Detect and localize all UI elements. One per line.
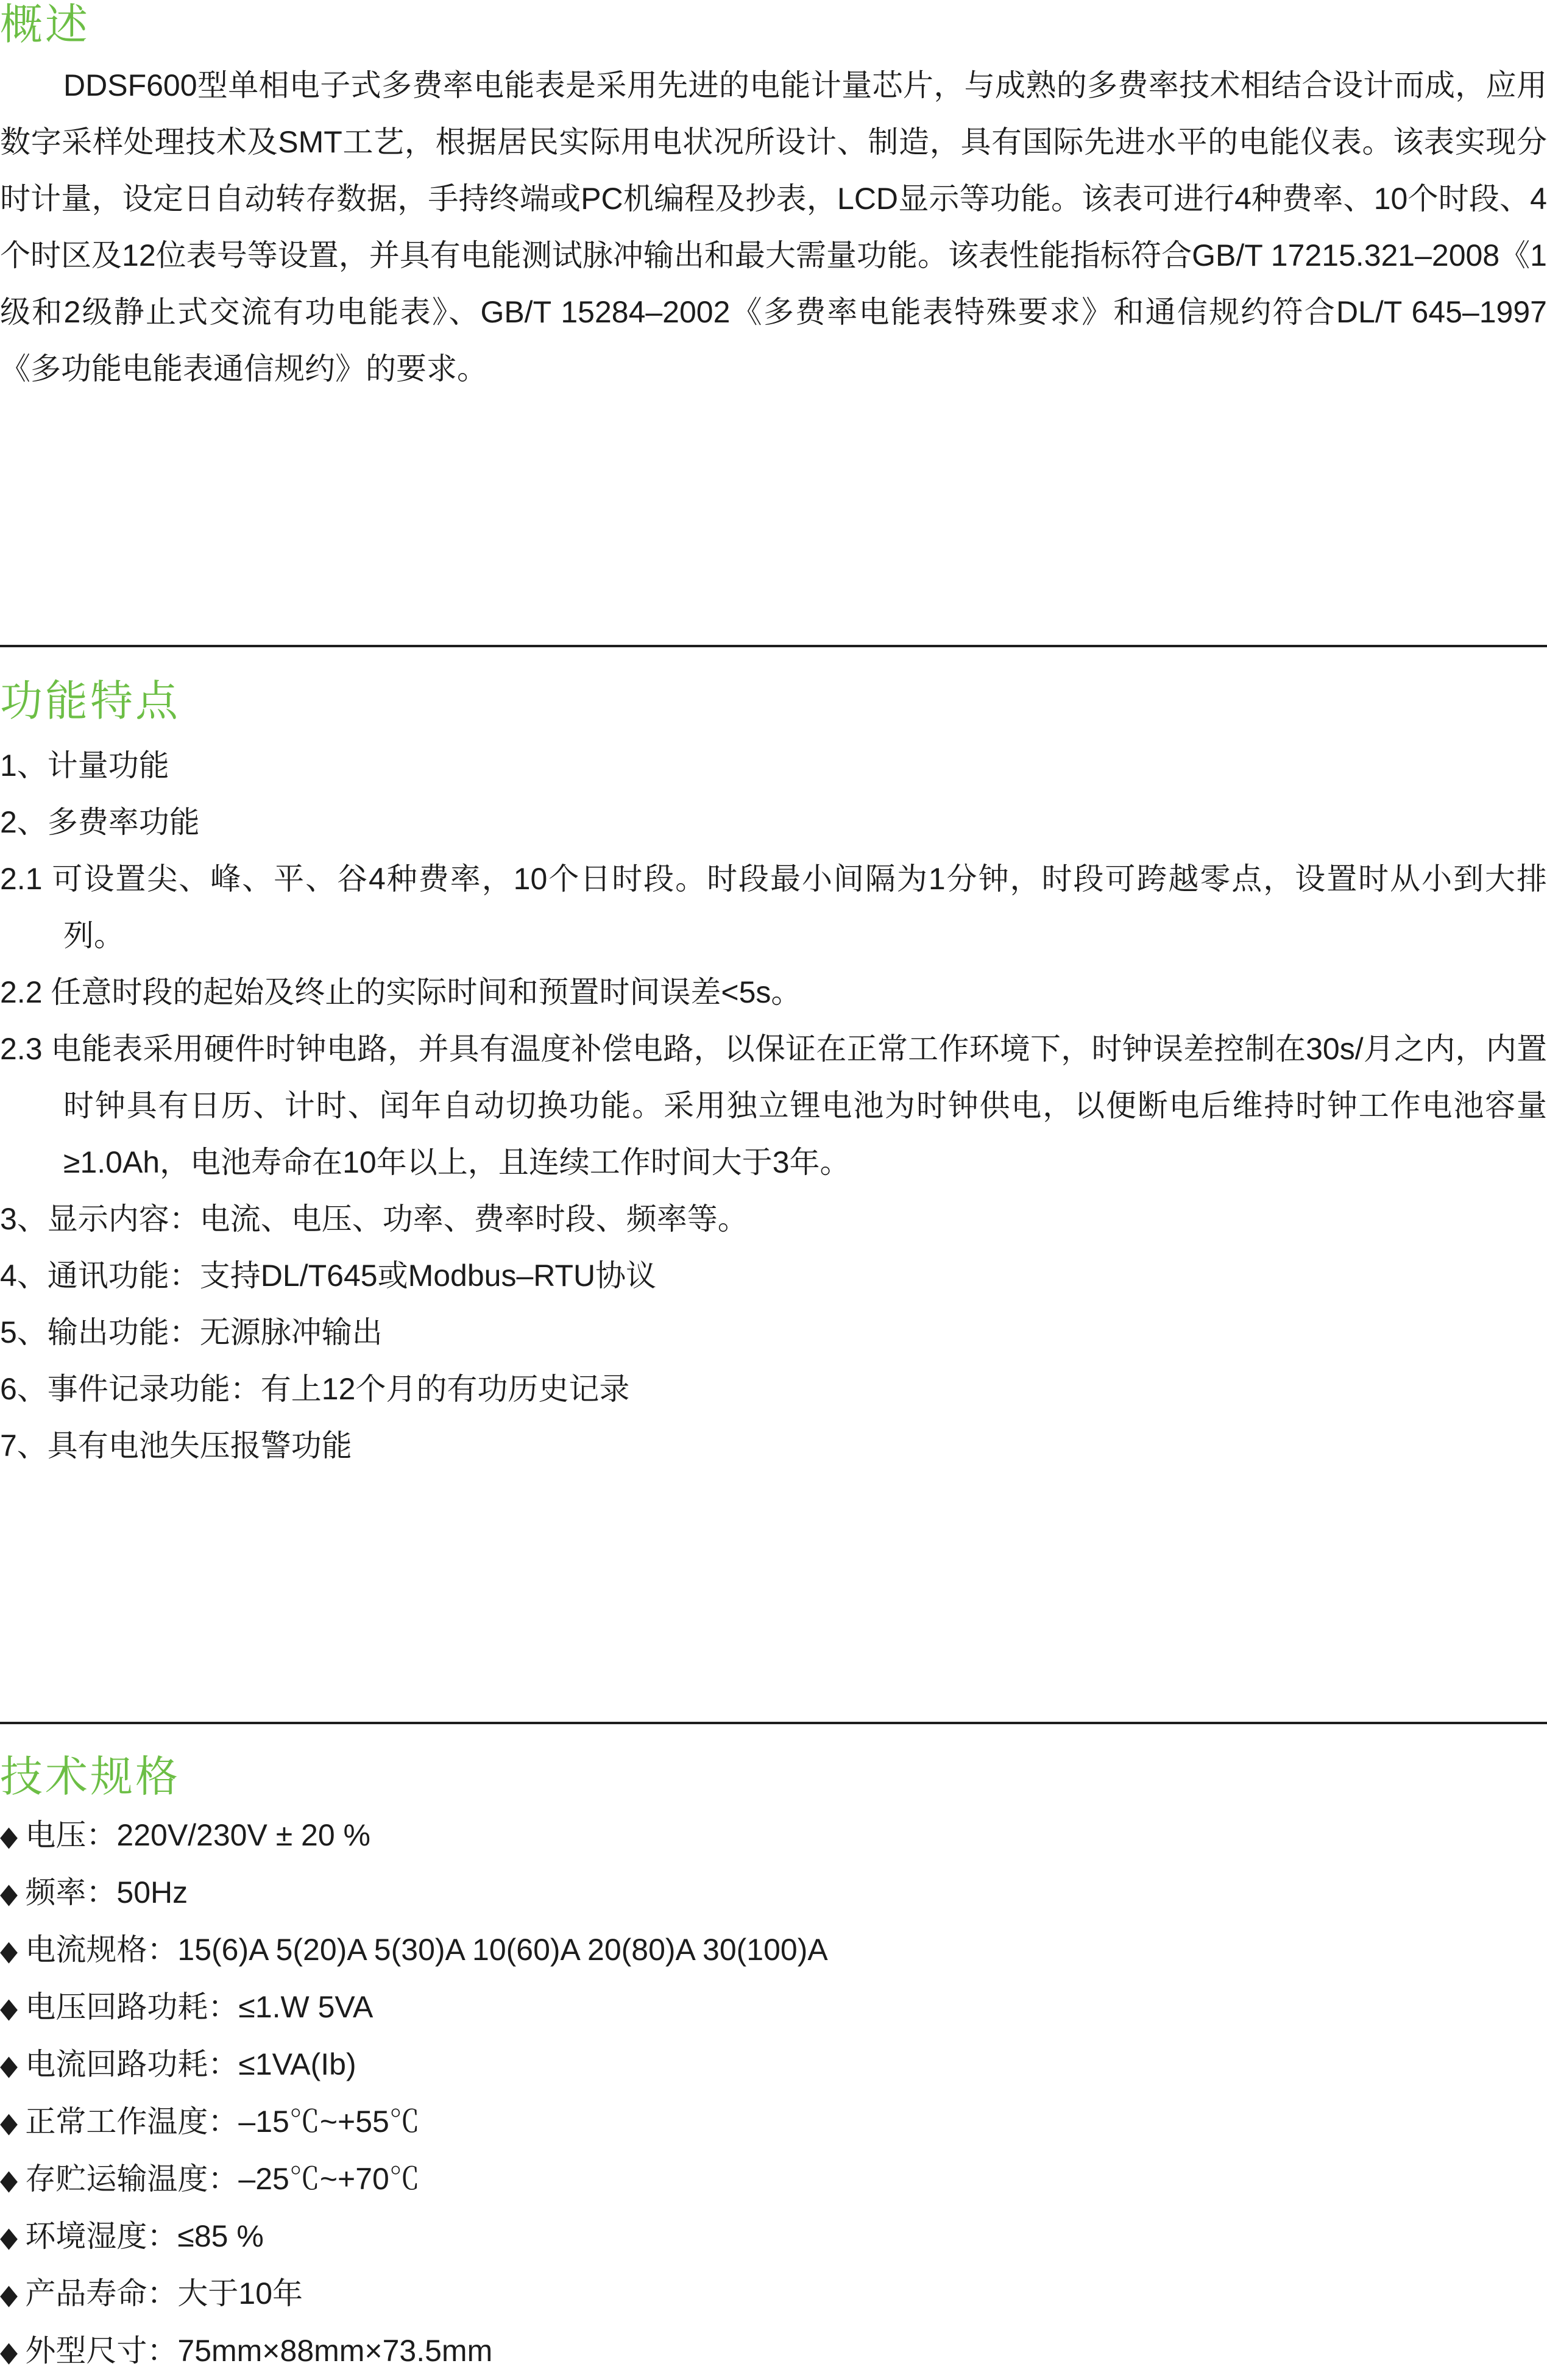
spec-item — [0, 2208, 1547, 2265]
section-features — [0, 677, 1547, 1474]
feature-item: 6、事件记录功能：有上12个月的有功历史记录 — [0, 1372, 630, 1406]
section-overview — [0, 0, 1547, 397]
spec-item — [0, 2151, 1547, 2208]
section-divider — [0, 645, 1547, 647]
diamond-bullet-icon: ◆ — [0, 2336, 18, 2367]
spec-label: 电流规格 — [25, 1933, 147, 1967]
diamond-bullet-icon: ◆ — [0, 1820, 18, 1852]
spec-item — [0, 2094, 1547, 2151]
spec-label: 电压 — [25, 1818, 87, 1852]
spec-colon: ： — [86, 1875, 117, 1909]
feature-item: 7、具有电池失压报警功能 — [0, 1429, 352, 1463]
diamond-bullet-icon: ◆ — [0, 2106, 18, 2138]
spec-colon: ： — [208, 2047, 239, 2081]
spec-colon: ： — [208, 2105, 239, 2139]
spec-item — [0, 2036, 1547, 2094]
spec-value: –25℃~+70℃ — [238, 2162, 420, 2196]
spec-colon: ： — [208, 2162, 239, 2196]
diamond-bullet-icon: ◆ — [0, 2049, 18, 2081]
spec-label: 存贮运输温度 — [25, 2162, 208, 2196]
feature-item: 2.1 可设置尖、峰、平、谷4种费率，10个日时段。时段最小间隔为1分钟，时段可跨越零点，设置时从小到大排列。 — [0, 862, 1547, 953]
spec-value: 大于10年 — [177, 2276, 303, 2311]
feature-item: 4、通讯功能：支持DL/T645或Modbus–RTU协议 — [0, 1259, 657, 1293]
spec-label: 正常工作温度 — [25, 2105, 208, 2139]
spec-item — [0, 2265, 1547, 2323]
spec-label: 电流回路功耗 — [25, 2047, 208, 2081]
spec-value: 75mm×88mm×73.5mm — [177, 2334, 493, 2368]
diamond-bullet-icon: ◆ — [0, 2164, 18, 2195]
spec-label: 频率 — [25, 1875, 87, 1909]
spec-value: ≤85 % — [177, 2219, 264, 2253]
feature-item: 2.3 电能表采用硬件时钟电路，并具有温度补偿电路，以保证在正常工作环境下，时钟误差控制在30s/月之内，内置时钟具有日历、计时、闰年自动切换功能。采用独立锂电池为时钟供电，以便断电后维持时钟工作电池容量≥1.0Ah，电池寿命在10年以上，且连续工作时间大于3年。 — [0, 1032, 1547, 1179]
overview-heading: 概述 — [0, 1, 90, 48]
spec-colon: ： — [147, 2276, 178, 2311]
section-specs — [0, 1752, 1547, 2380]
spec-value: 50Hz — [116, 1875, 188, 1909]
spec-value: 220V/230V ± 20 % — [116, 1818, 371, 1852]
feature-item: 3、显示内容：电流、电压、功率、费率时段、频率等。 — [0, 1202, 748, 1236]
spec-colon: ： — [208, 1990, 239, 2024]
spec-label: 产品寿命 — [25, 2276, 147, 2311]
feature-item: 5、输出功能：无源脉冲输出 — [0, 1315, 383, 1349]
diamond-bullet-icon: ◆ — [0, 2221, 18, 2253]
diamond-bullet-icon: ◆ — [0, 1877, 18, 1909]
spec-colon: ： — [147, 1933, 178, 1967]
feature-item: 1、计量功能 — [0, 748, 169, 783]
spec-item — [0, 2323, 1547, 2380]
spec-colon: ： — [147, 2219, 178, 2253]
spec-label: 电压回路功耗 — [25, 1990, 208, 2024]
spec-item — [0, 1922, 1547, 1979]
spec-value: ≤1.W 5VA — [238, 1990, 373, 2024]
spec-colon: ： — [86, 1818, 117, 1852]
specs-list — [0, 1807, 1547, 2380]
diamond-bullet-icon: ◆ — [0, 1992, 18, 2023]
overview-paragraph: DDSF600型单相电子式多费率电能表是采用先进的电能计量芯片，与成熟的多费率技术相结合设计而成，应用数字采样处理技术及SMT工艺，根据居民实际用电状况所设计、制造，具有国际先进水平的电能仪表。该表实现分时计量，设定日自动转存数据，手持终端或PC机编程及抄表，LCD显示等功能。该表可进行4种费率、10个时段、4个时区及12位表号等设置，并具有电能测试脉冲输出和最大需量功能。该表性能指标符合GB/T 17215.321–2008《1级和2级静止式交流有功电能表》、GB/T 15284–2002《多费率电能表特殊要求》和通信规约符合DL/T 645–1997《多功能电能表通信规约》的要求。 — [0, 68, 1547, 386]
feature-item: 2、多费率功能 — [0, 805, 200, 839]
features-list — [0, 737, 1547, 1474]
feature-item: 2.2 任意时段的起始及终止的实际时间和预置时间误差<5s。 — [0, 975, 802, 1009]
spec-label: 外型尺寸 — [25, 2334, 147, 2368]
spec-value: ≤1VA(Ib) — [238, 2047, 356, 2081]
spec-item — [0, 1807, 1547, 1864]
diamond-bullet-icon: ◆ — [0, 1934, 18, 1966]
spec-label: 环境湿度 — [25, 2219, 147, 2253]
spec-value: 15(6)A 5(20)A 5(30)A 10(60)A 20(80)A 30(100)A — [177, 1933, 828, 1967]
specs-heading: 技术规格 — [0, 1753, 180, 1800]
features-heading: 功能特点 — [0, 677, 180, 725]
spec-value: –15℃~+55℃ — [238, 2105, 420, 2139]
diamond-bullet-icon: ◆ — [0, 2278, 18, 2310]
spec-item — [0, 1864, 1547, 1922]
spec-item — [0, 1979, 1547, 2036]
section-divider — [0, 1722, 1547, 1724]
spec-colon: ： — [147, 2334, 178, 2368]
